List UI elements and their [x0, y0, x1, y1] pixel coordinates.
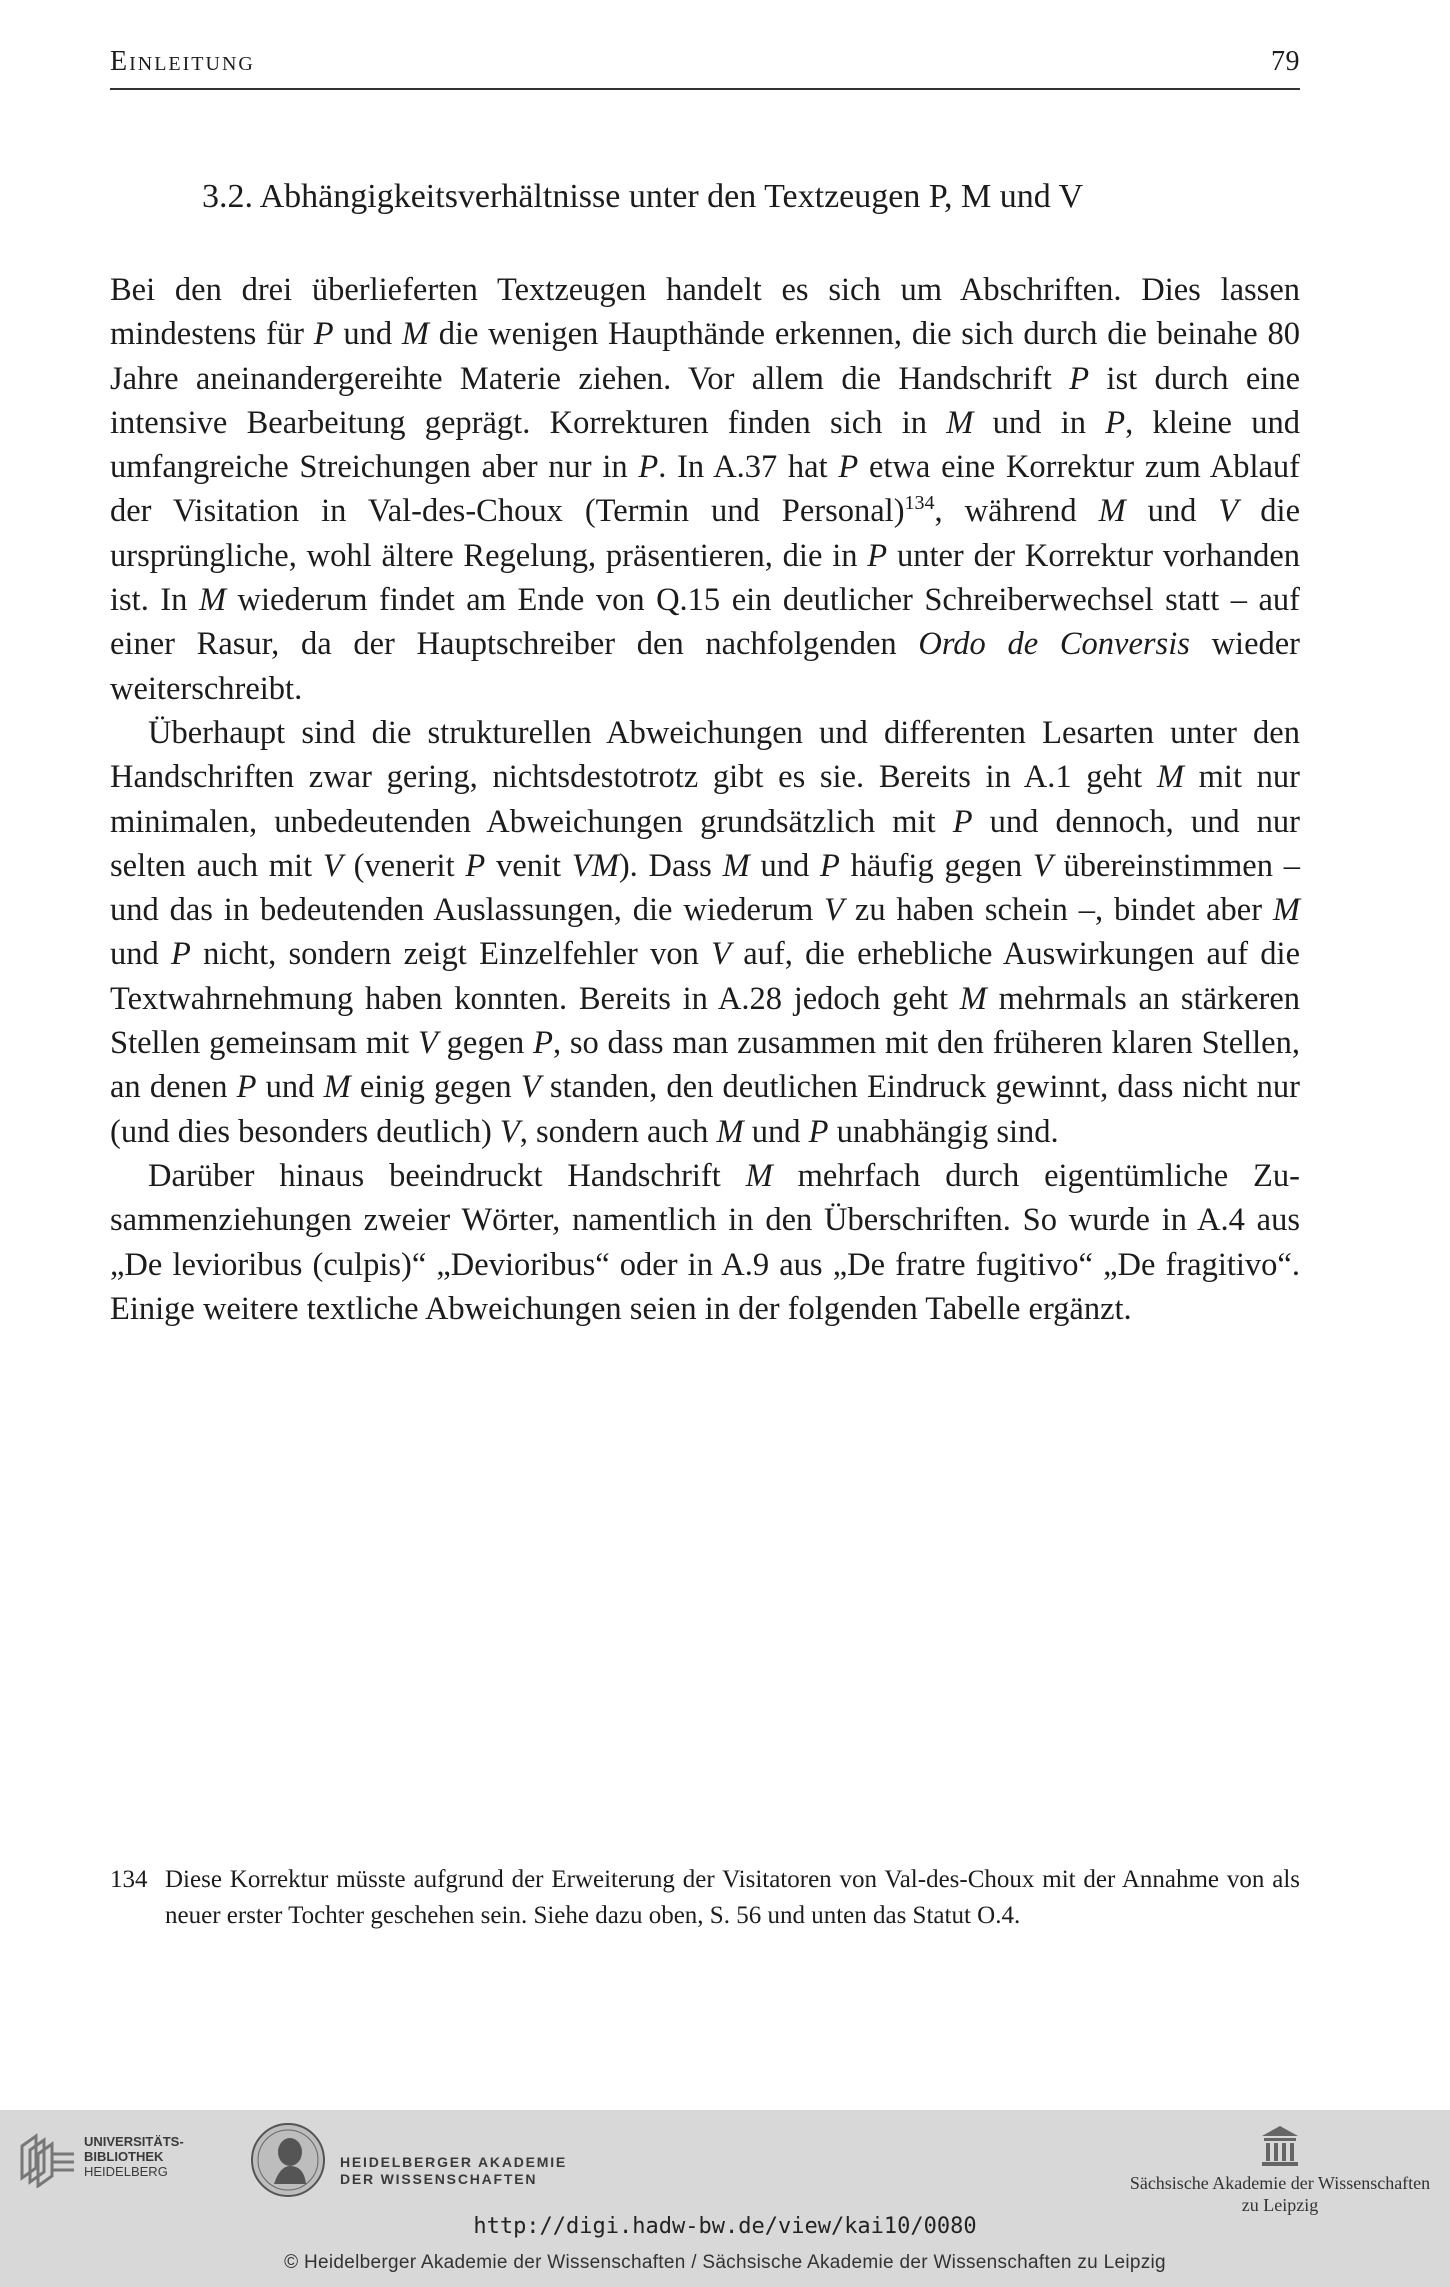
siglum: M [722, 847, 750, 884]
text-span: Darüber hinaus beeindruckt Handschrift [148, 1157, 746, 1194]
text-span: und in [973, 404, 1106, 441]
text-span: wiederum findet am Ende von Q.15 ein deutlicher Schreiberwechsel statt – auf einer Rasur, da der Hauptschreiber den nachfolgenden [110, 582, 1300, 663]
siglum: V [322, 847, 343, 884]
siglum: V [1218, 493, 1239, 530]
text-span: und [743, 1113, 809, 1150]
text-span: und [1125, 493, 1219, 530]
text-span: , während [934, 493, 1099, 530]
siglum: M [959, 980, 987, 1017]
siglum: M [745, 1157, 773, 1194]
siglum: M [716, 1113, 744, 1150]
text-span: und [749, 847, 820, 884]
text-span: (venerit [342, 847, 466, 884]
text-span: und dennoch, und nur selten auch mit [110, 803, 1300, 884]
siglum: M [1098, 493, 1126, 530]
text-span: und [110, 936, 172, 973]
text-span: standen, den deutlichen Eindruck gewinnt, dass nicht nur (und dies besonders deutlich) [110, 1069, 1301, 1150]
footnote-number: 134 [110, 1866, 148, 1893]
siglum: P [236, 1069, 257, 1106]
work-title: Ordo de Conversis [918, 626, 1190, 663]
text-span: etwa eine Korrektur zum Ablauf der Visitation in Val-des-Choux (Termin und Personal) [110, 449, 1300, 530]
ub-line-3: HEIDELBERG [84, 2164, 168, 2179]
text-span: , kleine und umfangreiche Streichungen aber nur in [110, 404, 1300, 486]
saw-line-1: Sächsische Akademie der Wissenschaften [1129, 2173, 1431, 2193]
footnote-ref[interactable]: 134 [904, 492, 935, 515]
siglum: P [638, 449, 659, 486]
siglum: P [867, 537, 888, 574]
text-span: übereinstimmen – und das in bedeutenden Auslassungen, die wiederum [110, 847, 1300, 929]
ub-heidelberg-logo[interactable] [16, 2124, 196, 2194]
text-span: mit nur minimalen, unbedeutenden Abweichungen grundsätzlich mit [110, 759, 1300, 840]
text-span: mehrmals an stärkeren Stellen gemeinsam mit [110, 980, 1300, 1062]
text-span: ). Dass [618, 847, 723, 884]
hadw-line-1: HEIDELBERGER AKADEMIE [340, 2154, 568, 2170]
text-span: und [256, 1069, 324, 1106]
siglum: P [820, 847, 840, 884]
siglum: M [323, 1069, 351, 1106]
siglum: M [1156, 759, 1184, 796]
text-span: auf, die erhebliche Auswirkungen auf die Textwahrnehmung haben konnten. Bereits in A.28 jedoch geht [110, 936, 1300, 1017]
text-span: mehrfach durch eigentümliche Zusammenziehungen zweier Wörter, namentlich in den Überschriften. So wurde in A.4 aus „De levioribus (culpis)“ „Devioribus“ oder in A.9 aus „De fratre fugitivo“ „De fragitivo“. Einige weitere textliche Abweichungen seien in der folgenden Tabelle ergänzt. [110, 1157, 1300, 1327]
copyright-notice: © Heidelberger Akademie der Wissenschaften / Sächsische Akademie der Wissenschaften zu Leipzig [284, 2252, 1166, 2273]
running-title: Einleitung [110, 46, 255, 77]
text-span: und [333, 316, 402, 353]
siglum: P [533, 1025, 553, 1062]
footnote-text: Diese Korrektur müsste aufgrund der Erweiterung der Visitatoren von Val-des-Choux mit der Annahme von als neuer erster Tochter geschehen sein. Siehe dazu oben, S. 56 und unten das Statut O.4. [165, 1866, 1300, 1929]
paragraph-2 [110, 711, 1300, 1154]
ub-book-icon [16, 2128, 76, 2188]
siglum: M [1272, 892, 1300, 929]
siglum: P [808, 1113, 829, 1150]
siglum: M [401, 316, 429, 353]
siglum: V [499, 1113, 520, 1150]
text-span: zu haben schein –, bindet aber [844, 892, 1273, 929]
body-text [110, 268, 1300, 1331]
siglum: V [711, 936, 731, 973]
text-span: häufig gegen [839, 847, 1033, 884]
building-columns-icon [1260, 2124, 1300, 2168]
text-span: Überhaupt sind die strukturellen Abweichungen und differenten Lesarten unter den Handschriften zwar gering, nichtsdestotrotz gibt es sie. Bereits in A.1 geht [110, 714, 1300, 796]
digitization-footer [0, 2110, 1450, 2287]
text-span: wieder weiterschreibt. [110, 626, 1300, 707]
text-span: nicht, sondern zeigt Einzelfehler von [190, 936, 712, 973]
text-span: , sondern auch [519, 1113, 717, 1150]
ub-line-2: BIBLIOTHEK [84, 2149, 164, 2164]
text-span: ist durch eine intensive Bearbeitung geprägt. Korrekturen finden sich in [110, 360, 1300, 441]
text-span: die wenigen Haupthände erkennen, die sich durch die beinahe 80 Jahre aneinandergereihte Materie ziehen. Vor allem die Handschrift [110, 316, 1301, 397]
siglum: P [171, 936, 191, 973]
ub-logo-text [84, 2134, 184, 2179]
page-number: 79 [1271, 46, 1300, 77]
text-span: , so dass man zusammen mit den früheren klaren Stellen, an denen [110, 1025, 1300, 1106]
medal-portrait-icon [250, 2122, 326, 2198]
text-span: venit [485, 847, 572, 884]
saw-logo-text [1120, 2172, 1440, 2216]
siglum: V [418, 1025, 438, 1062]
siglum: V [520, 1069, 541, 1106]
siglum: VM [571, 847, 619, 884]
text-span: unter der Korrektur vorhanden ist. In [110, 537, 1301, 619]
siglum: P [952, 803, 973, 840]
source-url-link[interactable]: http://digi.hadw-bw.de/view/kai10/0080 [473, 2214, 977, 2239]
siglum: P [465, 847, 486, 884]
text-span: Bei den drei überlieferten Textzeugen handelt es sich um Abschriften. Dies lassen mindestens für [110, 272, 1300, 353]
hadw-line-2: DER WISSENSCHAFTEN [340, 2171, 538, 2187]
siglum: P [313, 316, 334, 353]
siglum: V [1032, 847, 1053, 884]
running-head [110, 46, 1300, 78]
text-span: . In A.37 hat [658, 449, 839, 486]
text-span: unabhängig sind. [828, 1113, 1059, 1150]
siglum: M [946, 404, 974, 441]
saw-line-2: zu Leipzig [1241, 2195, 1319, 2215]
saw-leipzig-logo[interactable] [1120, 2124, 1440, 2224]
hadw-logo[interactable] [250, 2122, 580, 2212]
siglum: P [1069, 360, 1090, 397]
text-span: gegen [437, 1025, 534, 1062]
siglum: P [1105, 404, 1126, 441]
text-span: einig gegen [350, 1069, 521, 1106]
text-span: die ursprüngliche, wohl ältere Regelung, präsentieren, die in [110, 493, 1300, 574]
footnote [110, 1862, 1300, 1934]
header-rule [110, 88, 1300, 90]
siglum: V [824, 892, 845, 929]
section-heading: 3.2. Abhängigkeitsverhältnisse unter den Textzeugen P, M und V [202, 178, 1084, 215]
ub-line-1: UNIVERSITÄTS- [84, 2134, 184, 2149]
hadw-logo-text [340, 2154, 567, 2188]
paragraph-3 [110, 1154, 1300, 1331]
paragraph-1 [110, 268, 1300, 711]
siglum: P [838, 449, 859, 486]
siglum: M [198, 582, 227, 619]
